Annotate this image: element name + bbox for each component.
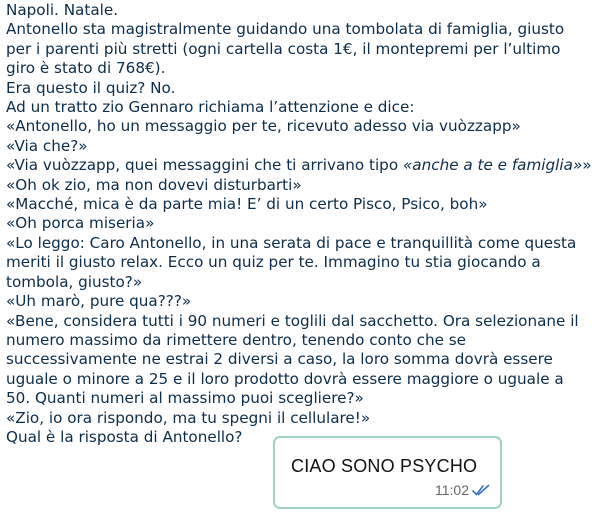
message-time: 11:02	[435, 482, 469, 498]
text-line: «Oh porca miseria»	[6, 214, 155, 233]
message-text: CIAO SONO PSYCHO	[291, 456, 478, 476]
text-line: «Zio, io ora rispondo, ma tu spegni il cellulare!»	[6, 408, 371, 427]
text-span: »	[582, 156, 592, 175]
text-line: Napoli. Natale.	[6, 1, 119, 19]
text-line: «Antonello, ho un messaggio per te, ricevuto adesso via vuòzzapp»	[6, 117, 521, 136]
text-line: «Uh marò, pure qua???»	[6, 292, 192, 311]
text-span: «Via vuòzzapp, quei messaggini che ti arrivano tipo	[6, 156, 403, 175]
text-line: successivamente ne estrai 2 diversi a caso, la loro somma dovrà essere	[6, 350, 553, 369]
text-line: Ad un tratto zio Gennaro richiama l’attenzione e dice:	[6, 98, 415, 117]
text-line: «Bene, considera tutti i 90 numeri e toglili dal sacchetto. Ora selezionane il	[6, 311, 579, 330]
text-line: meriti il giusto relax. Ecco un quiz per te. Immagino tu stia giocando a	[6, 253, 541, 272]
text-line	[6, 156, 606, 175]
chat-message-bubble[interactable]	[273, 436, 502, 509]
italic-quote: «anche a te e famiglia»	[402, 156, 583, 175]
text-line: numero massimo da rimettere dentro, tenendo conto che se	[6, 330, 467, 349]
text-line: «Oh ok zio, ma non dovevi disturbarti»	[6, 175, 302, 194]
text-line: «Lo leggo: Caro Antonello, in una serata di pace e tranquillità come questa	[6, 233, 577, 252]
text-line: per i parenti più stretti (ogni cartella costa 1€, il montepremi per l’ultimo	[6, 39, 561, 58]
text-line: Antonello sta magistralmente guidando una tombolata di famiglia, giusto	[6, 20, 565, 39]
text-line: «Via che?»	[6, 136, 88, 155]
text-line: 50. Quanti numeri al massimo puoi scegliere?»	[6, 389, 364, 408]
story-text	[6, 1, 606, 447]
text-line: Qual è la risposta di Antonello?	[6, 427, 243, 446]
text-line: uguale o minore a 25 e il loro prodotto dovrà essere maggiore o uguale a	[6, 369, 564, 388]
text-line: giro è stato di 768€).	[6, 59, 166, 78]
text-line: «Macché, mica è da parte mia! E’ di un certo Pisco, Psico, boh»	[6, 195, 488, 214]
double-check-icon	[472, 484, 490, 496]
message-meta	[435, 482, 490, 498]
text-line: Era questo il quiz? No.	[6, 78, 176, 97]
text-line: tombola, giusto?»	[6, 272, 143, 291]
